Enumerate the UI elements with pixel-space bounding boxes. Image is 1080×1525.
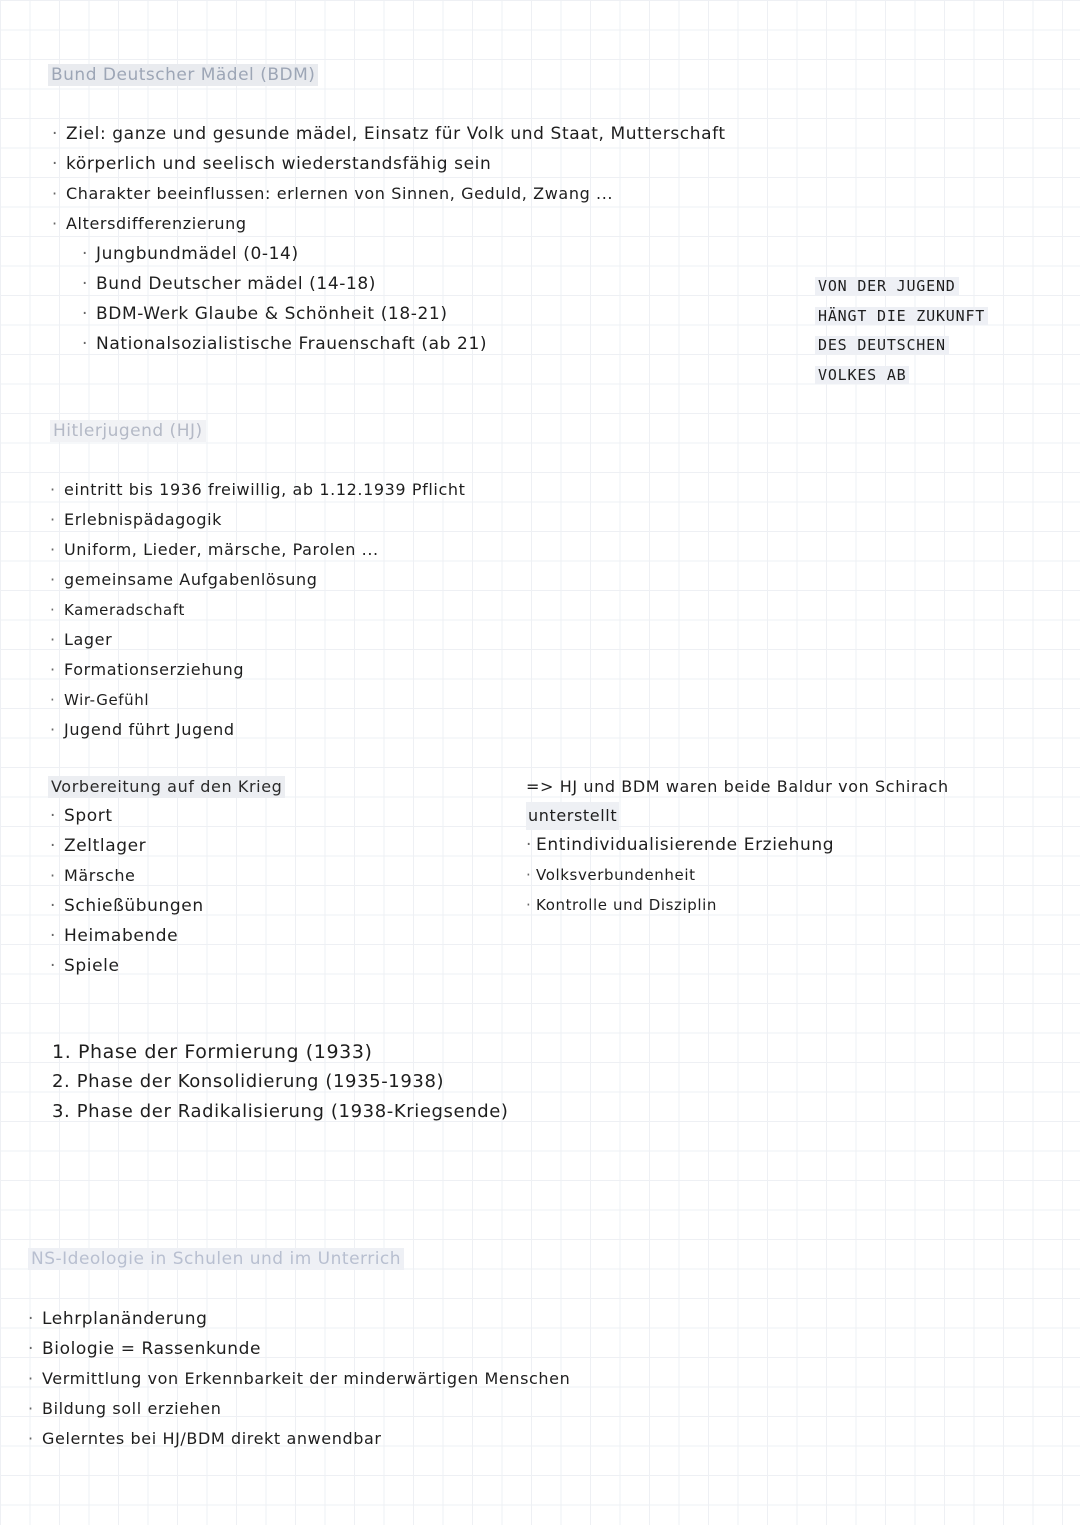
schirach-line: unterstellt (526, 802, 949, 830)
list-item: · Altersdifferenzierung (52, 214, 247, 233)
phase-item: 1. Phase der Formierung (1933) (52, 1041, 373, 1063)
list-item: · Nationalsozialistische Frauenschaft (ab 21) (82, 334, 488, 354)
phase-item: 3. Phase der Radikalisierung (1938-Kriegsende) (52, 1101, 509, 1122)
list-item: · Spiele (50, 956, 120, 976)
list-item: · Kontrolle und Disziplin (526, 896, 718, 914)
list-item: · Vermittlung von Erkennbarkeit der minderwärtigen Menschen (28, 1369, 571, 1388)
list-item: · Charakter beeinflussen: erlernen von Sinnen, Geduld, Zwang ... (52, 184, 614, 203)
list-item: · Volksverbundenheit (526, 866, 696, 884)
list-item: · Uniform, Lieder, märsche, Parolen ... (50, 540, 379, 559)
quote-line: VOLKES AB (815, 361, 988, 391)
ns-heading: NS-Ideologie in Schulen und im Unterrich (28, 1248, 404, 1270)
war-prep-heading: Vorbereitung auf den Krieg (48, 776, 285, 798)
war-prep-section (48, 776, 285, 798)
list-item: · gemeinsame Aufgabenlösung (50, 570, 318, 589)
list-item: · körperlich und seelisch wiederstandsfähig sein (52, 154, 492, 174)
list-item: · Bildung soll erziehen (28, 1399, 222, 1418)
list-item: · Formationserziehung (50, 660, 245, 679)
list-item: · BDM-Werk Glaube & Schönheit (18-21) (82, 304, 448, 324)
ns-section (28, 1248, 404, 1270)
list-item: · Ziel: ganze und gesunde mädel, Einsatz für Volk und Staat, Mutterschaft (52, 124, 726, 144)
list-item: · Kameradschaft (50, 601, 185, 619)
hj-list (50, 475, 465, 745)
list-item: · Heimabende (50, 926, 179, 946)
phase-item: 2. Phase der Konsolidierung (1935-1938) (52, 1071, 445, 1092)
list-item: · Jungbundmädel (0-14) (82, 244, 299, 264)
quote-line: DES DEUTSCHEN (815, 331, 988, 361)
list-item: · Zeltlager (50, 836, 147, 856)
list-item: · Erlebnispädagogik (50, 510, 222, 529)
list-item: · Sport (50, 806, 113, 826)
quote-line: VON DER JUGEND (815, 272, 988, 302)
bdm-list (52, 119, 726, 359)
list-item: · Gelerntes bei HJ/BDM direkt anwendbar (28, 1429, 382, 1448)
ns-list (28, 1304, 570, 1454)
list-item: · Lager (50, 630, 113, 649)
youth-quote (815, 272, 988, 390)
war-prep-list (50, 801, 204, 981)
list-item: · Märsche (50, 866, 136, 885)
list-item: · Entindividualisierende Erziehung (526, 835, 835, 855)
schirach-line: => HJ und BDM waren beide Baldur von Schirach (526, 777, 949, 796)
list-item: · Schießübungen (50, 896, 204, 916)
bdm-section (48, 64, 318, 86)
list-item: · Bund Deutscher mädel (14-18) (82, 274, 377, 294)
list-item: · eintritt bis 1936 freiwillig, ab 1.12.1939 Pflicht (50, 480, 466, 499)
list-item: · Lehrplanänderung (28, 1309, 208, 1329)
list-item: · Wir-Gefühl (50, 691, 150, 709)
hj-section (50, 420, 206, 442)
schirach-section (526, 772, 949, 920)
quote-line: HÄNGT DIE ZUKUNFT (815, 302, 988, 332)
hj-heading: Hitlerjugend (HJ) (50, 420, 206, 442)
list-item: · Biologie = Rassenkunde (28, 1339, 262, 1359)
bdm-heading: Bund Deutscher Mädel (BDM) (48, 64, 318, 86)
phases-list (52, 1037, 509, 1127)
list-item: · Jugend führt Jugend (50, 720, 235, 739)
